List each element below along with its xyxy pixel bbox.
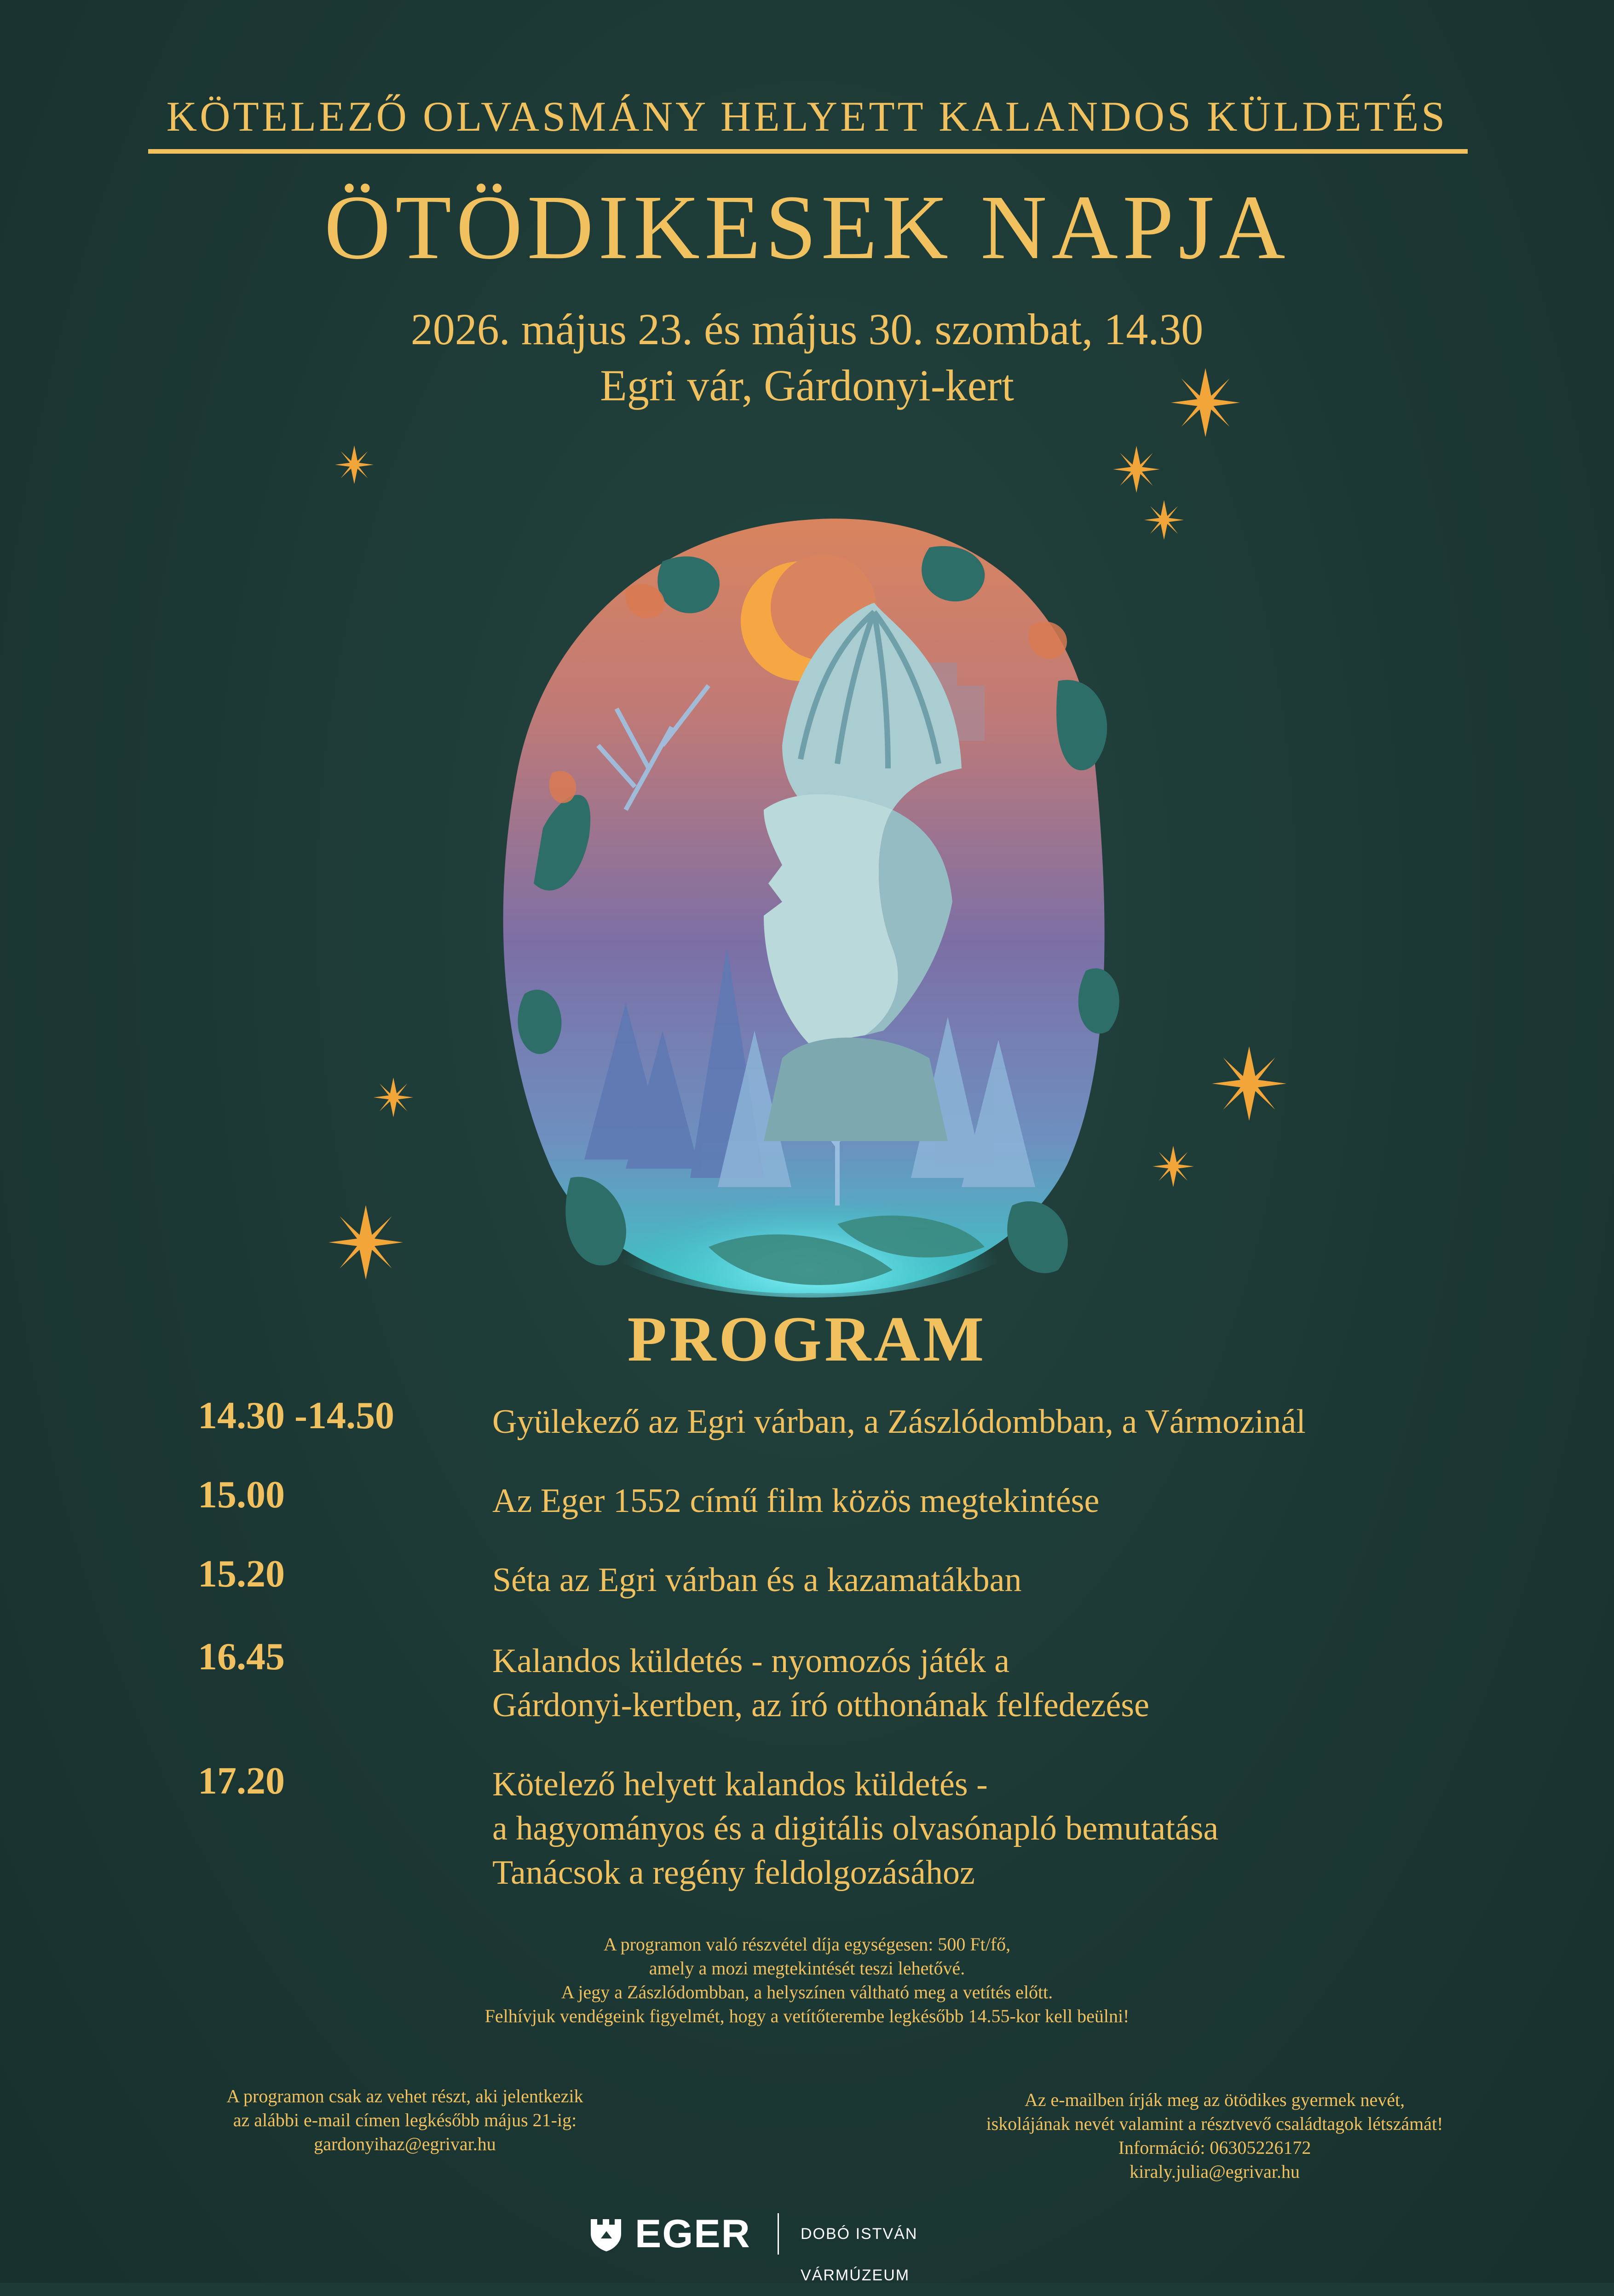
page-title: ÖTÖDIKESEK NAPJA: [324, 177, 1290, 278]
fee-line: A programon való részvétel díja egységesen: 500 Ft/fő,: [603, 1934, 1011, 1955]
info-notice: [911, 2088, 1518, 2184]
fee-notice: [0, 1933, 1614, 2028]
program-description-line: Gárdonyi-kertben, az író otthonának felfedezése: [492, 1686, 1149, 1724]
fee-line: A jegy a Zászlódombban, a helyszínen váltható meg a vetítés előtt.: [561, 1982, 1053, 2002]
castle-logo-icon: [589, 2215, 626, 2252]
logo-divider: [778, 2213, 779, 2255]
fee-line: amely a mozi megtekintését teszi lehetővé.: [649, 1958, 965, 1979]
program-description-line: a hagyományos és a digitális olvasónapló bemutatása: [492, 1810, 1219, 1847]
info-line: iskolájának nevét valamint a résztvevő családtagok létszámát!: [986, 2113, 1443, 2134]
program-description: [492, 1479, 1099, 1523]
fee-line: Felhívjuk vendégeink figyelmét, hogy a vetítőterembe legkésőbb 14.55-kor kell beülni!: [484, 2006, 1130, 2026]
info-email: kiraly.julia@egrivar.hu: [1130, 2161, 1300, 2182]
program-description: [492, 1558, 1022, 1602]
program-time: 15.20: [198, 1552, 285, 1595]
registration-notice: [147, 2084, 663, 2156]
program-description: [492, 1639, 1149, 1727]
info-line: Az e-mailben írják meg az ötödikes gyermek nevét,: [1024, 2089, 1405, 2110]
registration-line: az alábbi e-mail címen legkésőbb május 21-ig:: [233, 2110, 577, 2130]
program-description-line: Séta az Egri várban és a kazamatákban: [492, 1561, 1022, 1599]
registration-line: A programon csak az vehet részt, aki jelentkezik: [226, 2086, 583, 2106]
program-time: 15.00: [198, 1473, 285, 1516]
program-time: 14.30 -14.50: [198, 1394, 394, 1437]
museum-name: DOBÓ ISTVÁN VÁRMÚZEUM: [801, 2225, 918, 2284]
program-description-line: Gyülekező az Egri várban, a Zászlódombban, a Vármozinál: [492, 1403, 1306, 1441]
event-subtitle: KÖTELEZŐ OLVASMÁNY HELYETT KALANDOS KÜLDETÉS: [166, 93, 1448, 140]
program-time: 16.45: [198, 1635, 285, 1678]
footer-logo: [589, 2212, 1031, 2284]
subtitle-underline: [148, 149, 1468, 154]
program-description-line: Kalandos küldetés - nyomozós játék a: [492, 1642, 1010, 1680]
eger-logo-text: EGER: [635, 2212, 751, 2256]
event-date: 2026. május 23. és május 30. szombat, 14.30: [410, 305, 1204, 354]
program-description: [492, 1762, 1218, 1895]
program-time: 17.20: [198, 1759, 285, 1802]
warrior-helmet-illustration: [432, 488, 1178, 1307]
program-description-line: Kötelező helyett kalandos küldetés -: [492, 1765, 988, 1803]
info-phone: Információ: 06305226172: [1118, 2137, 1311, 2158]
program-description-line: Tanácsok a regény feldolgozásához: [492, 1854, 975, 1892]
program-description: [492, 1400, 1306, 1444]
event-location: Egri vár, Gárdonyi-kert: [600, 361, 1014, 410]
program-description-line: Az Eger 1552 című film közös megtekintése: [492, 1482, 1100, 1520]
registration-email: gardonyihaz@egrivar.hu: [314, 2134, 496, 2154]
program-heading: PROGRAM: [627, 1304, 987, 1375]
